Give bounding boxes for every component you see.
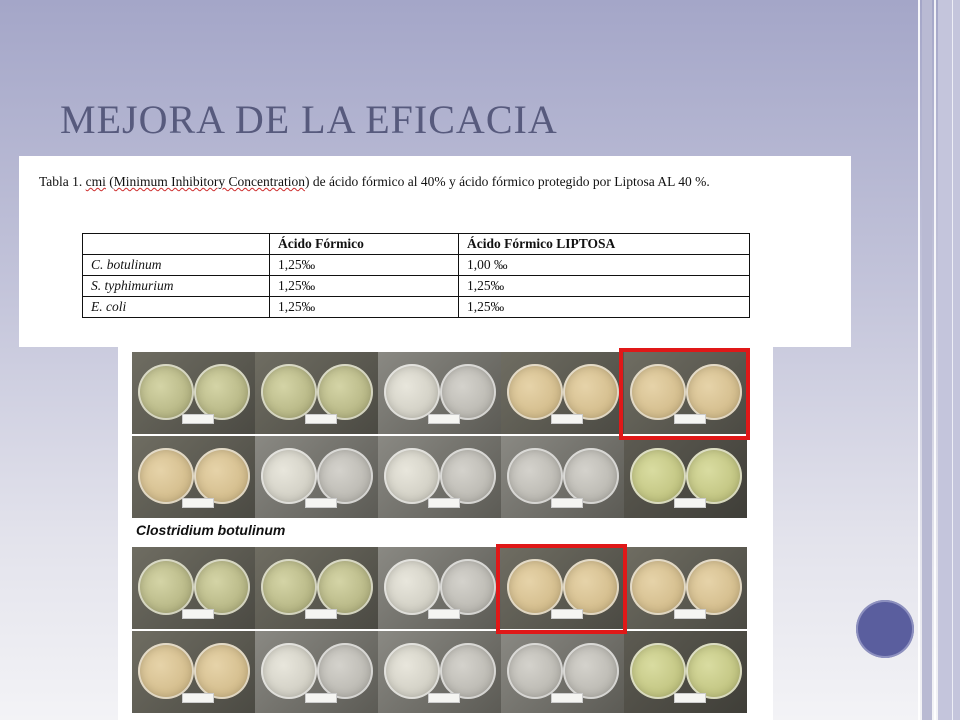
value-cell: 1,25‰ (459, 297, 750, 318)
petri-photo (255, 352, 378, 434)
decor-circle (856, 600, 914, 658)
cmi-table (82, 233, 750, 318)
petri-photo (132, 352, 255, 434)
table-row (83, 255, 750, 276)
petri-photo (501, 631, 624, 713)
photo-label-botulinum: Clostridium botulinum (136, 522, 286, 538)
decor-rail (934, 0, 936, 720)
table-header-row (83, 234, 750, 255)
petri-photo (132, 547, 255, 629)
petri-photo (501, 436, 624, 518)
slide-title: MEJORA DE LA EFICACIA (60, 97, 558, 142)
decor-rail (918, 0, 920, 720)
petri-photo (624, 547, 747, 629)
petri-grid-botulinum (132, 547, 748, 713)
value-cell: 1,00 ‰ (459, 255, 750, 276)
table-caption (39, 173, 819, 190)
petri-photo (378, 436, 501, 518)
caption-cmi: cmi (85, 174, 106, 189)
petri-photo (624, 352, 747, 434)
petri-photo (501, 547, 624, 629)
caption-prefix: Tabla 1. (39, 174, 86, 189)
petri-photo (132, 631, 255, 713)
petri-photo (255, 631, 378, 713)
header-cell: Ácido Fórmico (270, 234, 459, 255)
header-cell: Ácido Fórmico LIPTOSA (459, 234, 750, 255)
petri-photo (501, 352, 624, 434)
caption-mic: Minimum Inhibitory Concentration (113, 174, 306, 189)
petri-grid-perfringens (132, 352, 748, 518)
organism-cell: S. typhimurium (83, 276, 270, 297)
caption-paren: ( (105, 174, 114, 189)
value-cell: 1,25‰ (270, 297, 459, 318)
value-cell: 1,25‰ (270, 255, 459, 276)
petri-photo (624, 631, 747, 713)
petri-dish-photo-panel (118, 318, 773, 720)
decor-rail (952, 0, 953, 720)
petri-photo (378, 631, 501, 713)
petri-photo (132, 436, 255, 518)
decor-rail (922, 0, 932, 720)
table-row (83, 297, 750, 318)
caption-rest: ) de ácido fórmico al 40% y ácido fórmico protegido por Liptosa AL 40 %. (305, 174, 710, 189)
organism-cell: C. botulinum (83, 255, 270, 276)
decor-rail (938, 0, 960, 720)
value-cell: 1,25‰ (270, 276, 459, 297)
header-cell (83, 234, 270, 255)
table-row (83, 276, 750, 297)
cmi-table-panel (19, 156, 851, 347)
petri-photo (624, 436, 747, 518)
petri-photo (378, 547, 501, 629)
petri-photo (255, 547, 378, 629)
petri-photo (255, 436, 378, 518)
value-cell: 1,25‰ (459, 276, 750, 297)
organism-cell: E. coli (83, 297, 270, 318)
petri-photo (378, 352, 501, 434)
